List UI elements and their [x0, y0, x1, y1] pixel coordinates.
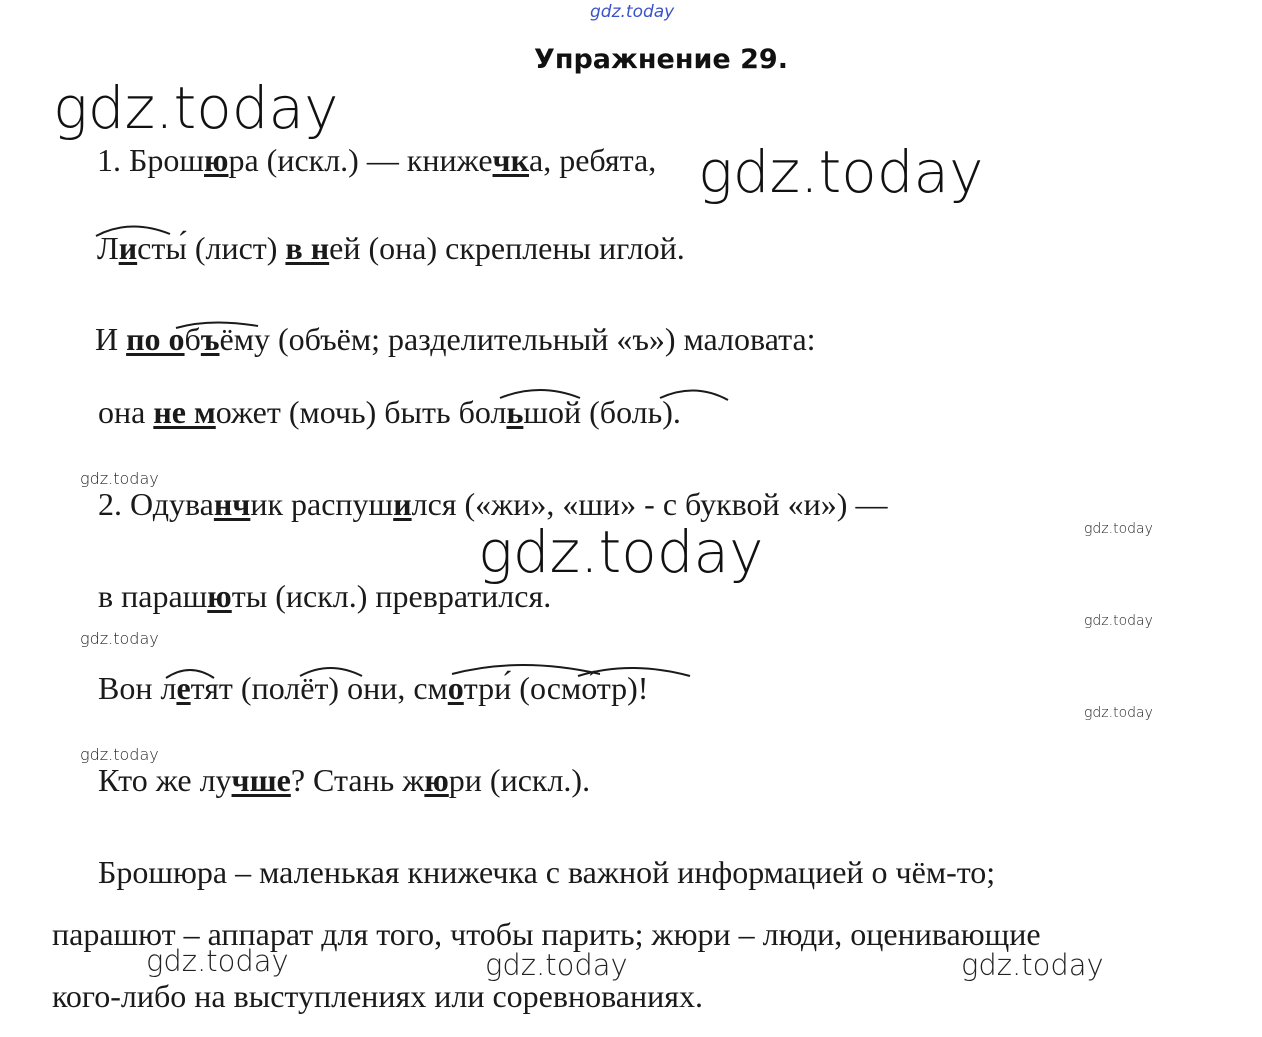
- exercise-title: Упражнение 29.: [534, 44, 788, 75]
- text-segment: ь: [647, 394, 663, 430]
- text-line: [98, 762, 590, 799]
- highlighted-spelling: нч: [213, 486, 251, 522]
- text-line: [97, 230, 685, 267]
- text-segment: ожет (мочь) быть бол: [215, 394, 507, 430]
- text-segment: и: [221, 230, 239, 266]
- text-segment: ст): [238, 230, 286, 266]
- text-segment: сты́ (л: [137, 230, 222, 266]
- highlighted-spelling: в н: [285, 230, 330, 266]
- text-segment: о́: [581, 670, 597, 706]
- highlighted-spelling: по о: [126, 321, 185, 357]
- watermark-small: gdz.today: [80, 469, 159, 488]
- watermark-small: gdz.today: [80, 629, 159, 648]
- text-line: [97, 142, 656, 179]
- highlighted-spelling: е: [176, 670, 191, 706]
- highlighted-spelling: ю: [204, 142, 229, 178]
- text-segment: Кто же лу: [98, 762, 232, 798]
- highlighted-spelling: ю: [207, 578, 232, 614]
- text-segment: б: [184, 321, 201, 357]
- text-segment: три́ (осм: [463, 670, 582, 706]
- text-segment: ри (искл.).: [448, 762, 591, 798]
- text-segment: в параш: [98, 578, 208, 614]
- watermark-small: gdz.today: [80, 745, 159, 764]
- text-segment: а, ребята,: [529, 142, 657, 178]
- highlighted-spelling: ю: [424, 762, 449, 798]
- text-segment: тят (пол: [190, 670, 301, 706]
- highlighted-spelling: о: [447, 670, 464, 706]
- highlighted-spelling: и: [393, 486, 412, 522]
- text-segment: Л: [97, 230, 119, 266]
- text-segment: лся («жи», «ши» - с буквой «и») —: [411, 486, 888, 522]
- watermark-large: gdz.today: [478, 518, 764, 586]
- text-segment: кого-либо на выступлениях или соревнованиях.: [52, 978, 703, 1014]
- text-line: [98, 578, 551, 615]
- watermark-medium: gdz.today: [485, 948, 628, 982]
- text-segment: ик распуш: [250, 486, 394, 522]
- highlighted-spelling: чше: [231, 762, 291, 798]
- watermark-medium: gdz.today: [146, 944, 289, 978]
- text-line: [52, 978, 703, 1015]
- watermark-medium: gdz.today: [961, 948, 1104, 982]
- text-segment: ёму (объём; разделительный «ъ») маловата:: [219, 321, 816, 357]
- highlighted-spelling: чк: [492, 142, 529, 178]
- text-segment: тр)!: [596, 670, 649, 706]
- highlighted-spelling: ь: [506, 394, 524, 430]
- text-segment: ).: [662, 394, 681, 430]
- text-line: [98, 394, 681, 431]
- text-segment: ? Стань ж: [290, 762, 425, 798]
- watermark-small: gdz.today: [1084, 613, 1153, 629]
- text-line: [98, 486, 887, 523]
- highlighted-spelling: не м: [153, 394, 216, 430]
- text-segment: 1. Брош: [97, 142, 205, 178]
- watermark-large: gdz.today: [53, 74, 339, 142]
- watermark-small: gdz.today: [1084, 521, 1153, 537]
- text-segment: ё: [300, 670, 315, 706]
- watermark-large: gdz.today: [698, 138, 984, 206]
- text-line: [98, 670, 648, 707]
- watermark-small: gdz.today: [1084, 705, 1153, 721]
- highlighted-spelling: ъ: [200, 321, 220, 357]
- text-line: [98, 854, 995, 891]
- text-segment: И: [95, 321, 127, 357]
- highlighted-spelling: и: [118, 230, 138, 266]
- text-segment: шой (бол: [523, 394, 648, 430]
- text-segment: ей (она) скреплены иглой.: [329, 230, 685, 266]
- text-segment: ты (искл.) превратился.: [231, 578, 552, 614]
- text-line: [95, 321, 816, 358]
- text-segment: ра (искл.) — книже: [228, 142, 493, 178]
- text-segment: парашют – аппарат для того, чтобы парить; жюри – люди, оценивающие: [52, 916, 1041, 952]
- text-segment: т) они, см: [314, 670, 448, 706]
- text-segment: Вон л: [98, 670, 177, 706]
- watermark-top: gdz.today: [590, 2, 675, 22]
- text-segment: 2. Одува: [98, 486, 214, 522]
- text-segment: Брошюра – маленькая книжечка с важной информацией о чём-то;: [98, 854, 996, 890]
- text-segment: она: [98, 394, 154, 430]
